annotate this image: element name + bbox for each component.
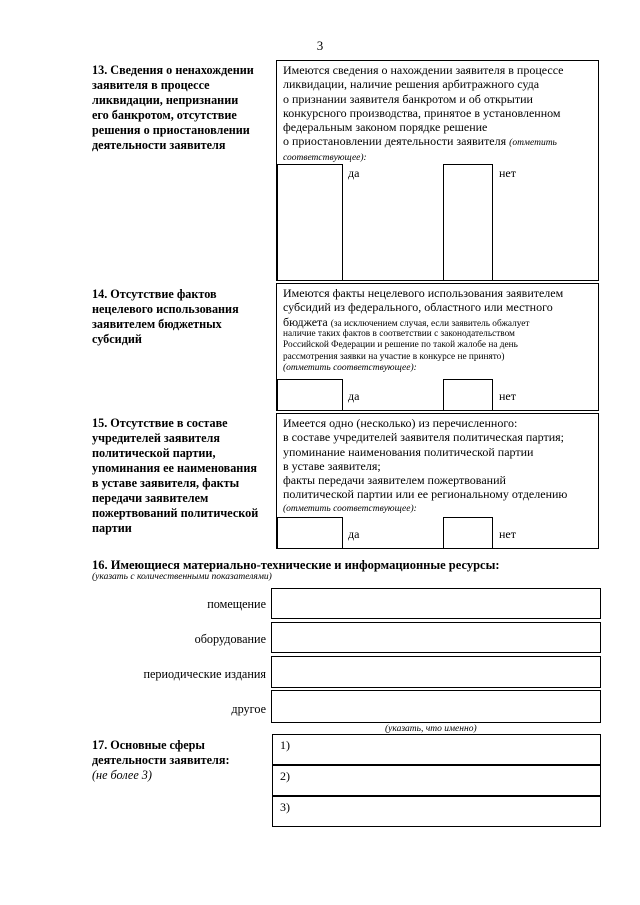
section-14-exception-text: наличие таких фактов в соответствии с законодательством Российской Федерации и решение по такой жалобе на день рассмотрения заявки на участие в конкурсе не принято) (отметить соответствующее): [283, 329, 518, 374]
section-16-note: (указать с количественными показателями) [92, 572, 272, 582]
periodicals-field[interactable] [271, 656, 601, 688]
other-field[interactable] [271, 690, 601, 723]
other-note: (указать, что именно) [385, 724, 477, 734]
equipment-label: оборудование [194, 632, 266, 646]
section-14-label: 14. Отсутствие фактов нецелевого использования заявителем бюджетных субсидий [92, 287, 239, 346]
section-13-label: 13. Сведения о ненахождении заявителя в процессе ликвидации, непризнании его банкротом, отсутствие решения о приостановлении деятельности заявителя [92, 63, 254, 152]
premises-label: помещение [207, 597, 266, 611]
activity-areas-list [272, 734, 601, 827]
activity-area-2-field[interactable] [272, 765, 601, 796]
activity-area-1-field[interactable] [272, 734, 601, 765]
section-15-box [276, 413, 599, 549]
section-13-text: Имеются сведения о нахождении заявителя в процессе ликвидации, наличие решения арбитражного суда о признании заявителя банкротом и об открытии конкурсного производства, принятое в установленном федеральным законом порядке решение о приостановлении деятельности заявителя (отметить соответствующее): [283, 63, 564, 163]
section-14-text: Имеются факты нецелевого использования заявителем субсидий из федерального, областного или местного бюджета (за исключением случая, если заявитель обжалует [283, 286, 564, 329]
section-14-no-label: нет [499, 389, 516, 403]
section-15-label: 15. Отсутствие в составе учредителей заявителя политической партии, упоминания ее наименования в уставе заявителя, факты передачи заявителем пожертвований политической партии [92, 416, 259, 535]
section-13-yes-checkbox[interactable] [277, 164, 343, 281]
section-15-text: Имеется одно (несколько) из перечисленного: в составе учредителей заявителя политическая партия; упоминание наименования политической партии в уставе заявителя; факты передачи заявителем пожертвований политической партии или ее региональному отделению (отметить соответствующее): [283, 416, 568, 514]
page-number: 3 [316, 38, 324, 53]
section-13-no-checkbox[interactable] [443, 164, 493, 281]
section-15-yes-label: да [348, 527, 360, 541]
section-15-yes-checkbox[interactable] [277, 517, 343, 549]
activity-area-3-field[interactable] [272, 796, 601, 827]
section-15-no-checkbox[interactable] [443, 517, 493, 549]
premises-field[interactable] [271, 588, 601, 619]
section-13-yes-label: да [348, 166, 360, 180]
section-17-label: 17. Основные сферы деятельности заявителя: (не более 3) [92, 738, 230, 782]
section-13-box [276, 60, 599, 281]
section-14-yes-checkbox[interactable] [277, 379, 343, 411]
section-14-no-checkbox[interactable] [443, 379, 493, 411]
activity-area-1-number: 1) [280, 738, 290, 752]
equipment-field[interactable] [271, 622, 601, 653]
section-13-no-label: нет [499, 166, 516, 180]
periodicals-label: периодические издания [143, 667, 266, 681]
section-15-no-label: нет [499, 527, 516, 541]
section-16-title: 16. Имеющиеся материально-технические и информационные ресурсы: [92, 558, 500, 572]
activity-area-3-number: 3) [280, 800, 290, 814]
other-label: другое [231, 702, 266, 716]
section-14-box [276, 283, 599, 411]
section-14-yes-label: да [348, 389, 360, 403]
activity-area-2-number: 2) [280, 769, 290, 783]
